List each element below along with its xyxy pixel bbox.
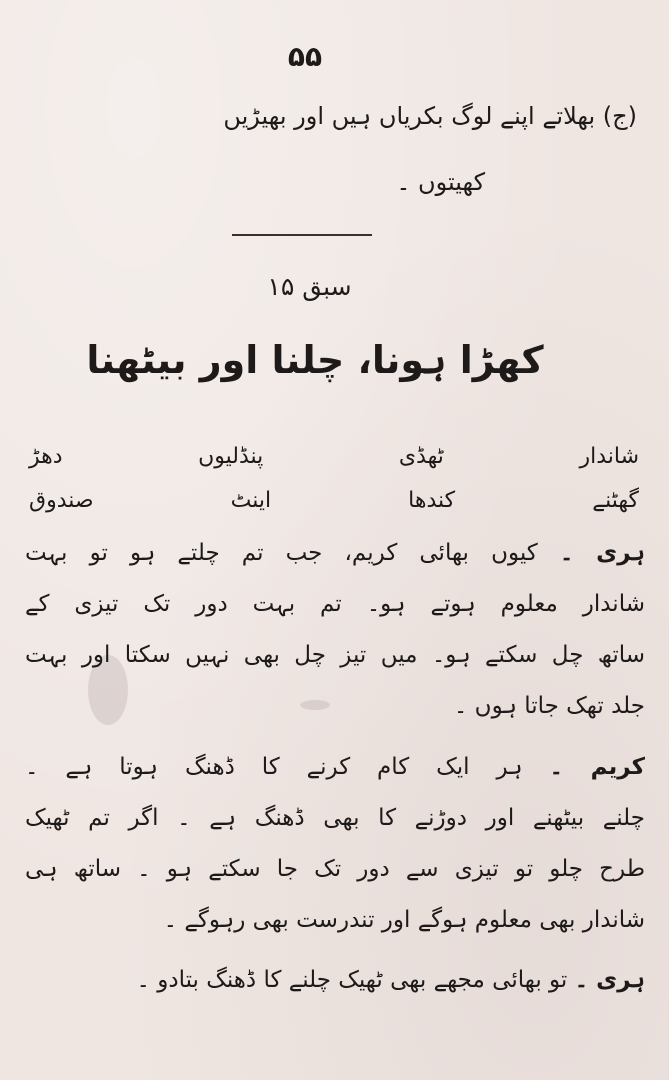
dialogue-line: شاندار بھی معلوم ہوگے اور تندرست بھی رہوگے ۔ (163, 907, 645, 933)
dialogue-line: چلنے بیٹھنے اور دوڑنے کا بھی ڈھنگ ہے ۔ اگر تم ٹھیک (25, 805, 645, 831)
dialogue-line: ساتھ چل سکتے ہو۔ میں تیز چل بھی نہیں سکتا اور بہت (25, 642, 645, 668)
dialogue-line: ہر ایک کام کرنے کا ڈھنگ ہوتا ہے ۔ (25, 754, 523, 780)
top-text-line-2: کھیتوں ۔ (396, 168, 485, 196)
speaker-label: کریم ۔ (549, 754, 645, 780)
dialogue-line: تو بھائی مجھے بھی ٹھیک چلنے کا ڈھنگ بتادو ۔ (136, 967, 568, 993)
vocab-word: دھڑ (29, 444, 63, 469)
dialogue-line: شاندار معلوم ہوتے ہو۔ تم بہت دور تک تیزی کے (25, 591, 645, 617)
dialogue-line: کیوں بھائی کریم، جب تم چلتے ہو تو بہت (25, 540, 538, 566)
speaker-label: ہری ۔ (574, 967, 645, 993)
top-text-line-1: (ج) بھلاتے اپنے لوگ بکریاں ہیں اور بھیڑیں (223, 102, 637, 130)
vocab-word: شاندار (579, 444, 639, 469)
lesson-title: کھڑا ہونا، چلنا اور بیٹھنا (86, 338, 544, 382)
vocab-word: کندھا (408, 488, 456, 513)
dialogue-line: جلد تھک جاتا ہوں ۔ (453, 693, 645, 719)
page-number: ۵۵ (287, 40, 323, 73)
dialogue-hari-1 (25, 528, 645, 732)
dialogue-line: طرح چلو تو تیزی سے دور تک جا سکتے ہو ۔ ساتھ ہی (25, 856, 645, 882)
vocab-word: پنڈلیوں (198, 444, 264, 469)
lesson-label: سبق ۱۵ (267, 272, 352, 301)
vocabulary-row-1 (29, 444, 639, 469)
vocab-word: صندوق (29, 488, 94, 513)
dialogue-karim (25, 742, 645, 946)
vocab-word: گھٹنے (592, 488, 639, 513)
vocab-word: اینٹ (230, 488, 272, 513)
vocab-word: ٹھڈی (398, 444, 444, 469)
vocabulary-row-2 (29, 488, 639, 513)
speaker-label: ہری ۔ (559, 540, 645, 566)
section-divider (232, 234, 372, 236)
dialogue-hari-2 (25, 955, 645, 1006)
